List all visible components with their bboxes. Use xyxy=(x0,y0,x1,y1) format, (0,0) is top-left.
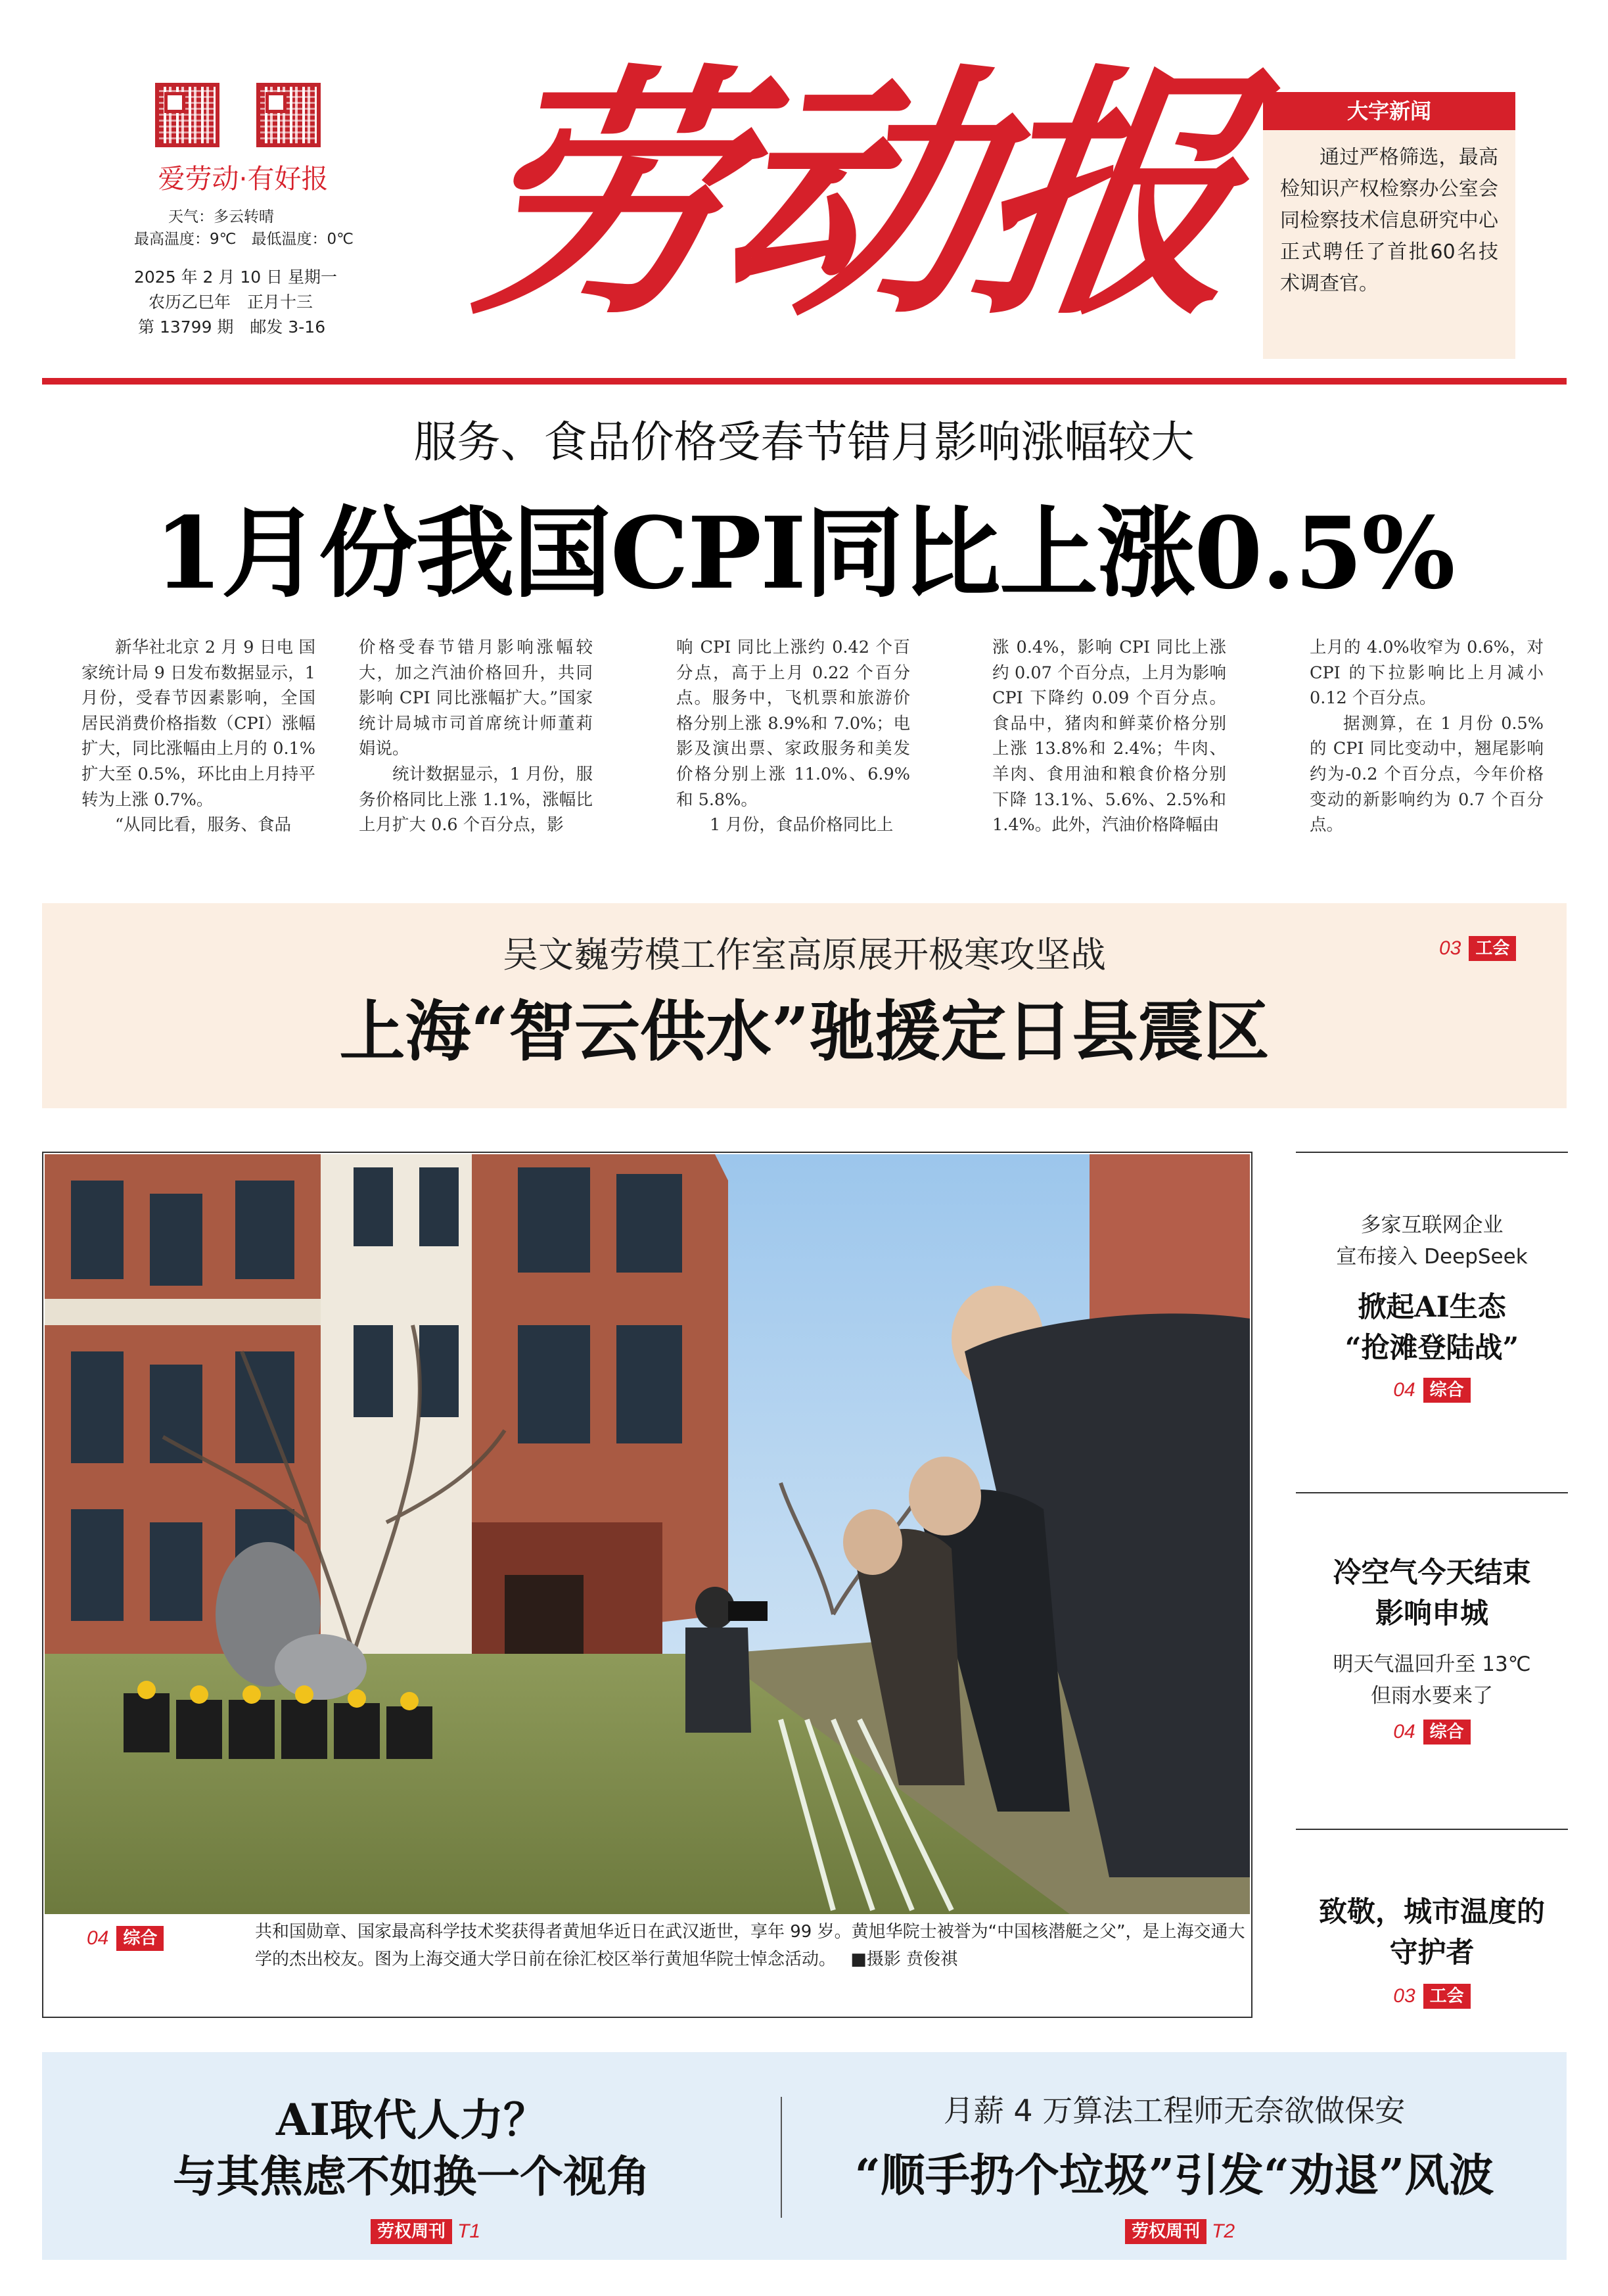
credit-mark: ■ xyxy=(850,1950,867,1969)
sidebar-rule xyxy=(1296,1492,1568,1493)
sidebar-subtitle: 明天气温回升至 13℃ 但雨水要来了 xyxy=(1333,1652,1531,1708)
banner-title: 上海“智云供水”驰援定日县震区 xyxy=(339,993,1270,1070)
lead-column-5 xyxy=(1310,635,1544,838)
lead-column-3 xyxy=(676,635,910,838)
promo-right-tag[interactable] xyxy=(1125,2219,1235,2244)
promo-left-title2: 与其焦虑不如换一个视角 xyxy=(173,2151,650,2202)
lead-column-2 xyxy=(359,635,593,838)
issue-number: 第 13799 期 邮发 3-16 xyxy=(138,317,326,337)
page-number: 03 xyxy=(1393,1985,1415,2007)
lead-paragraph: 上月的 4.0%收窄为 0.6%，对 CPI 的下拉影响比上月减小 0.12 个百分点。 xyxy=(1310,638,1544,709)
page-number: T2 xyxy=(1212,2220,1235,2242)
lead-headline: 1月份我国CPI同比上涨0.5% xyxy=(154,496,1454,611)
section-label: 工会 xyxy=(1423,1984,1471,2009)
promo-left-title1: AI取代人力？ xyxy=(275,2094,547,2145)
photo-caption xyxy=(255,1918,1254,1973)
section-label: 综合 xyxy=(1423,1720,1471,1745)
sidebar-item-ai[interactable] xyxy=(1296,1209,1568,1403)
promo-right-subtitle: 月薪 4 万算法工程师无奈欲做保安 xyxy=(943,2093,1406,2128)
lead-paragraph: 响 CPI 同比上涨约 0.42 个百分点，高于上月 0.22 个百分点。服务中，飞机票和旅游价格分别上涨 8.9%和 7.0%；电影及演出票、家政服务和美发价格分别上涨 11.0%、6.9%和 5.8%。 xyxy=(676,638,910,810)
section-label: 综合 xyxy=(1423,1378,1471,1403)
weather: 天气：多云转晴 xyxy=(168,208,274,225)
qr-code-left[interactable] xyxy=(155,83,219,147)
banner-subtitle: 吴文巍劳模工作室高原展开极寒攻坚战 xyxy=(503,934,1106,975)
page-number: 04 xyxy=(87,1927,109,1949)
lead-paragraph: 统计数据显示，1 月份，服务价格同比上涨 1.1%，涨幅比上月扩大 0.6 个百分点，影 xyxy=(359,764,593,835)
section-label: 综合 xyxy=(116,1926,164,1951)
lead-paragraph: 价格受春节错月影响涨幅较大，加之汽油价格回升，共同影响 CPI 同比涨幅扩大。”国家统计局城市司首席统计师董莉娟说。 xyxy=(359,638,593,759)
big-news-label: 大字新闻 xyxy=(1263,92,1515,130)
photo-page-tag[interactable] xyxy=(87,1926,164,1951)
slogan: 爱劳动·有好报 xyxy=(158,163,329,195)
temperatures: 最高温度：9℃ 最低温度：0℃ xyxy=(134,231,354,248)
issue-date: 2025 年 2 月 10 日 星期一 xyxy=(134,268,338,287)
lunar-date: 农历乙巳年 正月十三 xyxy=(149,293,313,312)
newspaper-logo: 劳动报 xyxy=(451,41,1252,350)
sidebar-item-weather[interactable] xyxy=(1296,1553,1568,1745)
sidebar-subtitle: 多家互联网企业 宣布接入 DeepSeek xyxy=(1336,1213,1528,1269)
sidebar-page-tag[interactable] xyxy=(1296,1984,1568,2009)
qr-code-right[interactable] xyxy=(256,83,321,147)
sidebar-rule xyxy=(1296,1152,1568,1153)
lead-paragraph: 新华社北京 2 月 9 日电 国家统计局 9 日发布数据显示，1 月份，受春节因素影响，全国居民消费价格指数（CPI）涨幅扩大，同比涨幅由上月的 0.1%扩大至 0.5%，环比由上月持平转为上涨 0.7%。 xyxy=(81,638,315,810)
caption-text: 共和国勋章、国家最高科学技术奖获得者黄旭华近日在武汉逝世，享年 99 岁。黄旭华院士被誉为“中国核潜艇之父”，是上海交通大学的杰出校友。图为上海交通大学日前在徐汇校区举行黄旭华院士悼念活动。 xyxy=(255,1922,1245,1969)
section-label: 劳权周刊 xyxy=(1125,2219,1206,2244)
lead-subtitle: 服务、食品价格受春节错月影响涨幅较大 xyxy=(413,417,1195,467)
page-number: 04 xyxy=(1393,1721,1415,1743)
sidebar-title: 掀起AI生态 “抢滩登陆战” xyxy=(1344,1291,1519,1365)
lead-column-1 xyxy=(81,635,315,838)
promo-right[interactable] xyxy=(782,2052,1567,2260)
feature-banner[interactable] xyxy=(42,903,1567,1108)
bottom-promo xyxy=(42,2052,1567,2260)
sidebar-title: 致敬，城市温度的 守护者 xyxy=(1319,1896,1545,1969)
photo-credit: 摄影 贲俊祺 xyxy=(866,1950,958,1969)
sidebar-page-tag[interactable] xyxy=(1296,1720,1568,1745)
lead-paragraph: 涨 0.4%，影响 CPI 同比上涨约 0.07 个百分点，上月为影响 CPI 下降约 0.09 个百分点。食品中，猪肉和鲜菜价格分别上涨 13.8%和 2.4%；牛肉、羊肉、食用油和粮食价格分别下降 13.1%、5.6%、2.5%和 1.4%。此外，汽油价格降幅由 xyxy=(992,638,1226,835)
lead-column-4 xyxy=(992,635,1226,838)
big-news-body: 通过严格筛选，最高检知识产权检察办公室会同检察技术信息研究中心正式聘任了首批60名技术调查官。 xyxy=(1280,146,1498,295)
page-number: 03 xyxy=(1439,937,1461,959)
lead-paragraph: “从同比看，服务、食品 xyxy=(115,815,292,835)
sidebar-rule xyxy=(1296,1829,1568,1830)
section-label: 劳权周刊 xyxy=(371,2219,452,2244)
promo-left[interactable] xyxy=(42,2052,781,2260)
lead-paragraph: 1 月份，食品价格同比上 xyxy=(710,815,894,835)
big-news-box xyxy=(1263,92,1515,359)
masthead-rule xyxy=(42,378,1567,385)
lead-paragraph: 据测算，在 1 月份 0.5%的 CPI 同比变动中，翘尾影响约为-0.2 个百分点，今年价格变动的新影响约为 0.7 个百分点。 xyxy=(1310,713,1544,835)
section-label: 工会 xyxy=(1469,936,1516,961)
memorial-photo xyxy=(45,1154,1250,1914)
banner-page-tag[interactable] xyxy=(1439,936,1516,961)
sidebar-page-tag[interactable] xyxy=(1296,1378,1568,1403)
page-number: 04 xyxy=(1393,1379,1415,1401)
promo-right-title: “顺手扔个垃圾”引发“劝退”风波 xyxy=(854,2149,1494,2202)
sidebar-title: 冷空气今天结束 影响申城 xyxy=(1333,1557,1531,1630)
page-number: T1 xyxy=(457,2220,481,2242)
promo-left-tag[interactable] xyxy=(371,2219,480,2244)
photo-frame xyxy=(42,1152,1252,2018)
sidebar-item-tribute[interactable] xyxy=(1296,1892,1568,2009)
